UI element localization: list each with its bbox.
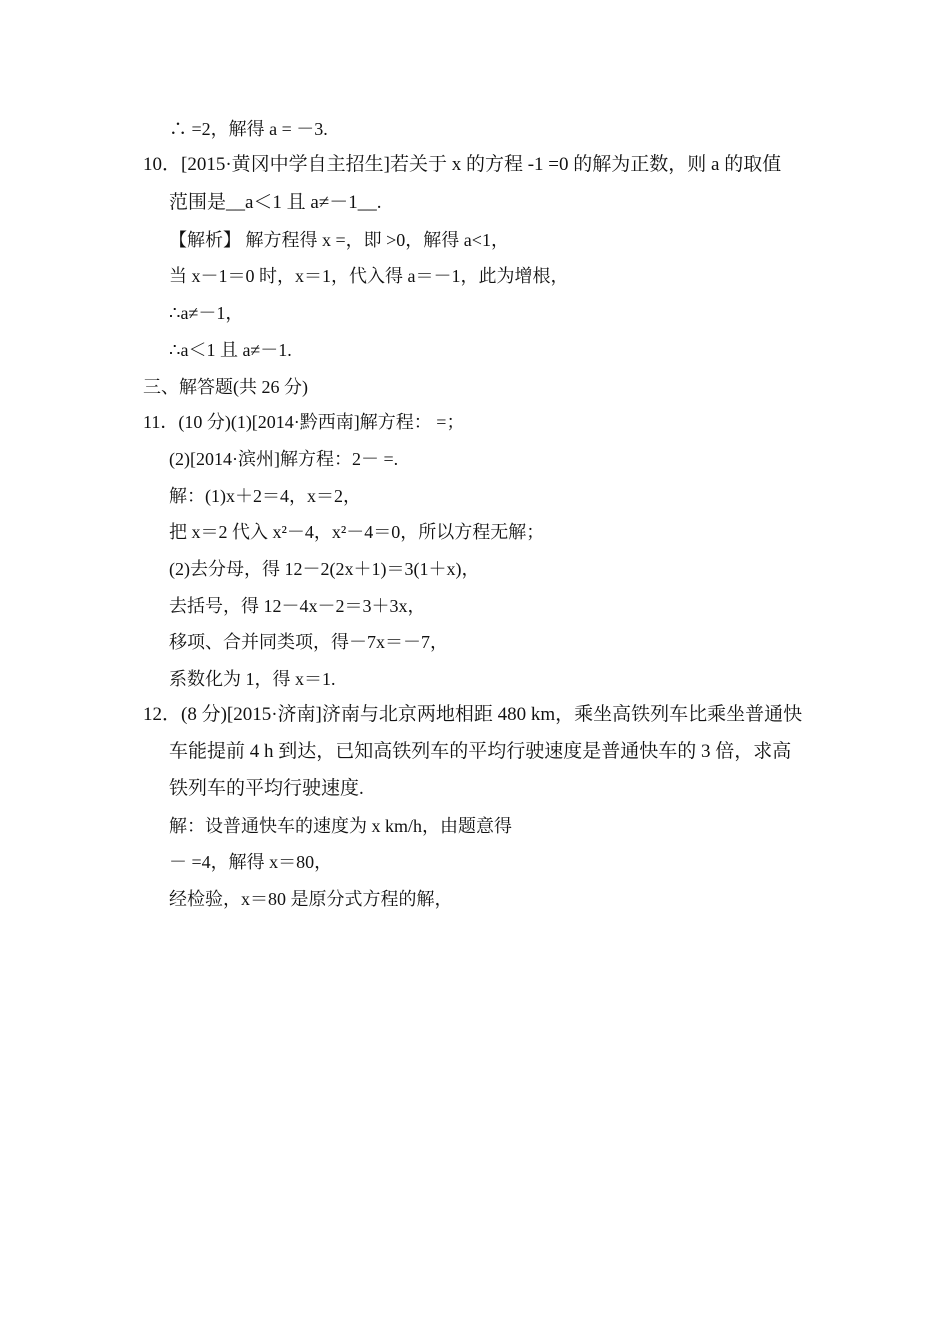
question-12-line-2: 车能提前 4 h 到达，已知高铁列车的平均行驶速度是普通快车的 3 倍，求高 (169, 741, 792, 762)
solution-12-line-1: 解：设普通快车的速度为 x km/h，由题意得 (169, 816, 513, 836)
question-10-line-1: 10．[2015·黄冈中学自主招生]若关于 x 的方程 -1 =0 的解为正数，则 a 的取值 (143, 154, 782, 175)
question-10-line-2: 范围是__a＜1 且 a≠－1__. (169, 192, 382, 213)
analysis-line-4: ∴a＜1 且 a≠－1. (169, 340, 292, 360)
question-11-line-1: 11．(10 分)(1)[2014·黔西南]解方程： =； (143, 412, 465, 432)
solution-11-line-2: 把 x＝2 代入 x²－4，x²－4＝0，所以方程无解； (169, 522, 545, 542)
analysis-line-3: ∴a≠－1， (169, 303, 244, 323)
solution-11-line-3: (2)去分母，得 12－2(2x＋1)＝3(1＋x)， (169, 559, 480, 579)
solution-11-line-1: 解：(1)x＋2＝4，x＝2， (169, 486, 361, 506)
solution-11-line-5: 移项、合并同类项，得－7x＝－7， (169, 632, 448, 652)
solution-12-line-2: － =4，解得 x＝80， (169, 852, 333, 872)
analysis-line-2: 当 x－1＝0 时，x＝1，代入得 a＝－1，此为增根， (169, 266, 569, 286)
section-heading: 三、解答题(共 26 分) (143, 377, 308, 397)
solution-11-line-4: 去括号，得 12－4x－2＝3＋3x， (169, 596, 426, 616)
solution-11-line-6: 系数化为 1，得 x＝1. (169, 669, 336, 689)
text-line-1: ∴ =2，解得 a = －3. (169, 119, 328, 139)
analysis-line-1: 【解析】 解方程得 x =，即 >0，解得 a<1， (169, 230, 509, 250)
question-11-line-2: (2)[2014·滨州]解方程：2－ =. (169, 449, 399, 469)
solution-12-line-3: 经检验，x＝80 是原分式方程的解， (169, 889, 453, 909)
question-12-line-1: 12．(8 分)[2015·济南]济南与北京两地相距 480 km，乘坐高铁列车比乘坐普通快 (143, 704, 803, 725)
question-12-line-3: 铁列车的平均行驶速度. (169, 778, 364, 799)
